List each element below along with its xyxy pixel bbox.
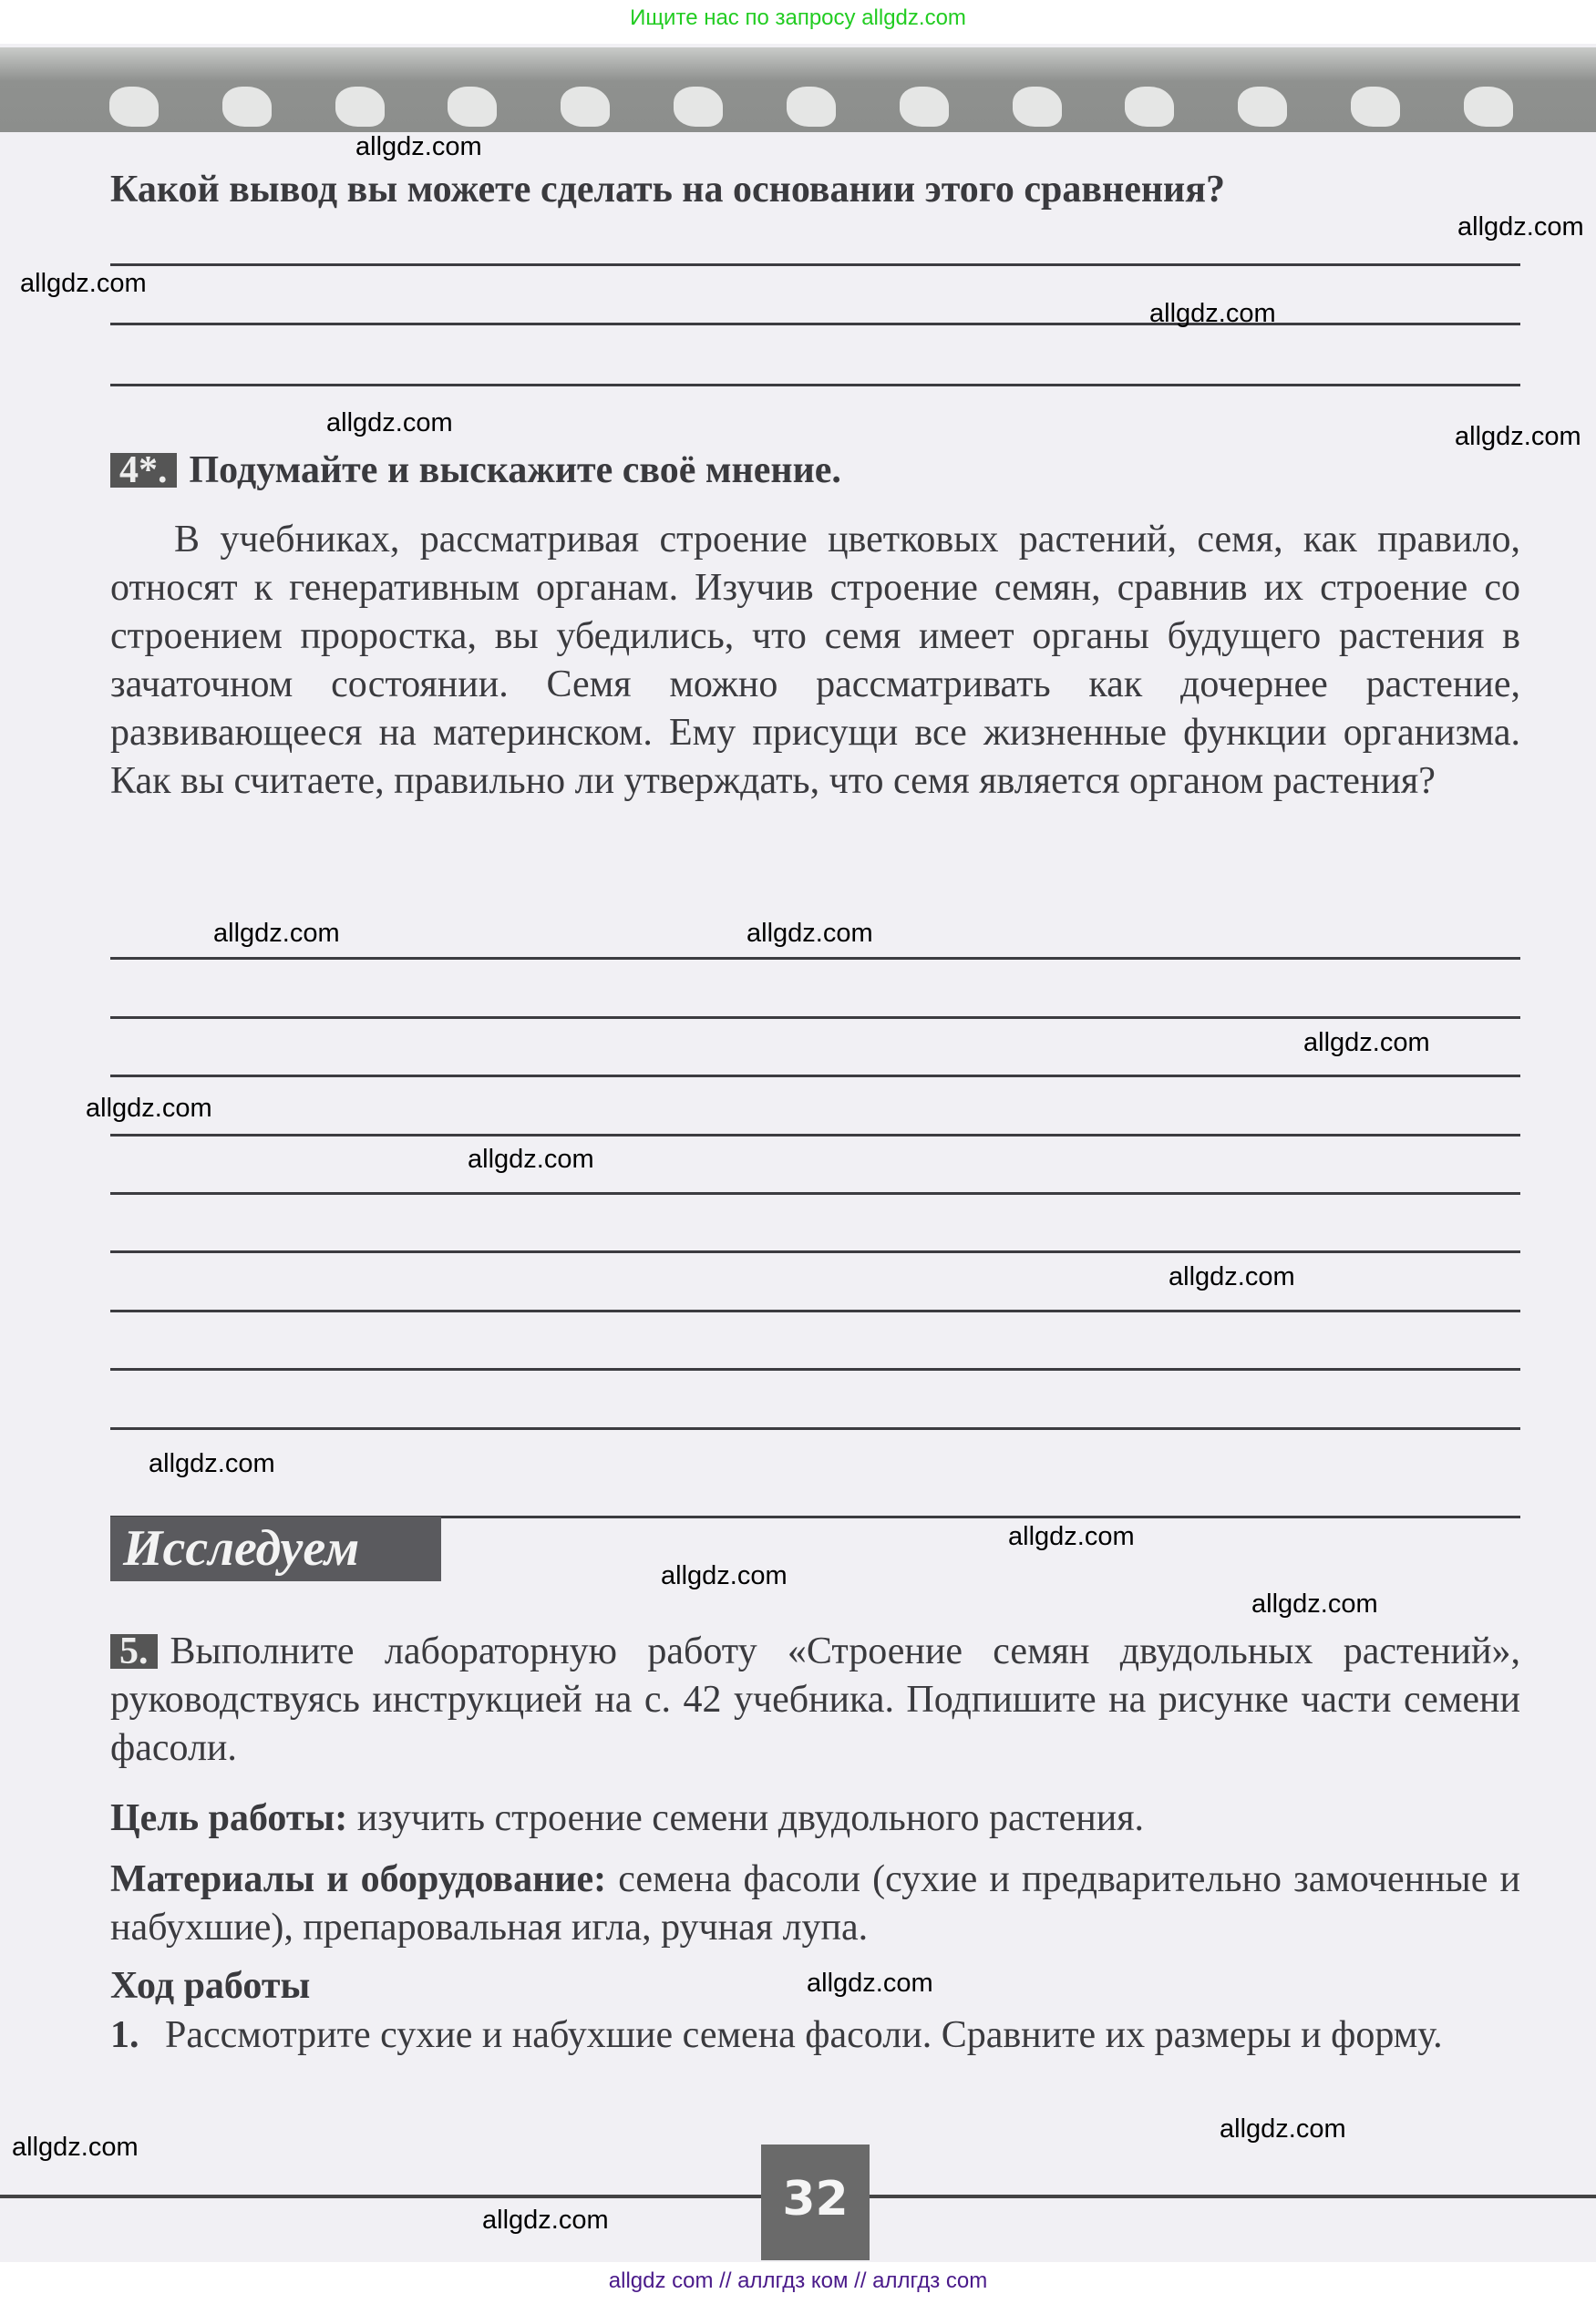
goal-text: изучить строение семени двудольного растения.	[356, 1797, 1145, 1839]
answer-line	[110, 1427, 1520, 1430]
answer-line	[110, 957, 1520, 960]
goal	[110, 1795, 1520, 1843]
answer-line	[110, 384, 1520, 386]
watermark: allgdz.com	[86, 1094, 212, 1123]
task4-text: В учебниках, рассматривая строение цветковых растений, семя, как правило, относят к генеративным органам. Изучив строение семян, сравнив их строение со строением проростка, вы убедились, что семя имеет органы будущего растения в зачаточном состоянии. Семя можно рассматривать как дочернее растение, развивающееся на материнском. Ему присущи все жизненные функции организма. Как вы считаете, правильно ли утверждать, что семя является органом растения?	[110, 519, 1520, 802]
watermark: allgdz.com	[326, 408, 453, 437]
watermark: allgdz.com	[1008, 1522, 1135, 1551]
watermark: allgdz.com	[482, 2206, 609, 2235]
watermark: allgdz.com	[1303, 1028, 1430, 1057]
antelope-icon	[1351, 87, 1400, 127]
goal-label: Цель работы:	[110, 1797, 348, 1839]
step-1-text: Рассмотрите сухие и набухшие семена фасоли. Сравните их размеры и форму.	[165, 2014, 1443, 2056]
butterfly-icon	[1464, 87, 1513, 127]
page-number: 32	[761, 2145, 870, 2260]
materials	[110, 1856, 1520, 1952]
watermark: allgdz.com	[12, 2133, 139, 2162]
penguin-icon	[900, 87, 949, 127]
insect-icon	[1013, 87, 1062, 127]
dolphin-icon	[674, 87, 723, 127]
answer-line	[110, 323, 1520, 325]
bird-icon	[561, 87, 610, 127]
answer-line	[110, 1192, 1520, 1195]
footer-text: allgdz com // аллгдз ком // аллгдз com	[608, 2268, 988, 2293]
conclusion-question: Какой вывод вы можете сделать на основании этого сравнения?	[110, 169, 1225, 211]
watermark: allgdz.com	[1169, 1262, 1295, 1291]
task4-number: 4*.	[110, 453, 177, 488]
watermark: allgdz.com	[807, 1969, 933, 1998]
top-banner-text: Ищите нас по запросу allgdz.com	[630, 5, 966, 30]
watermark: allgdz.com	[1251, 1589, 1378, 1619]
watermark: allgdz.com	[747, 919, 873, 948]
answer-line	[110, 1134, 1520, 1137]
boar-icon	[1125, 87, 1174, 127]
task5-instructions: Выполните лабораторную работу «Строение семян двудольных растений», руководствуясь инструкцией на с. 42 учебника. Подпишите на рисунке части семени фасоли.	[110, 1630, 1520, 1769]
scorpion-icon	[335, 87, 385, 127]
watermark: allgdz.com	[149, 1449, 275, 1478]
watermark: allgdz.com	[20, 269, 147, 298]
watermark: allgdz.com	[1149, 299, 1276, 328]
answer-line	[110, 1016, 1520, 1019]
progress-heading: Ход работы	[110, 1965, 311, 2007]
task4-title: Подумайте и выскажите своё мнение.	[189, 449, 841, 491]
horse-icon	[448, 87, 497, 127]
watermark: allgdz.com	[355, 132, 482, 161]
step-1	[110, 2011, 1520, 2060]
watermark: allgdz.com	[661, 1561, 788, 1590]
section-banner: Исследуем	[110, 1517, 441, 1581]
answer-line	[110, 263, 1520, 266]
answer-line	[110, 1075, 1520, 1077]
materials-label: Материалы и оборудование:	[110, 1858, 607, 1900]
materials-text: семена фасоли (сухие и предварительно замоченные и набухшие), препаровальная игла, ручная лупа.	[110, 1858, 1521, 1949]
watermark: allgdz.com	[1455, 422, 1581, 451]
wolf-icon	[787, 87, 836, 127]
task4-heading	[110, 447, 1520, 495]
watermark: allgdz.com	[1457, 212, 1584, 242]
watermark: allgdz.com	[468, 1145, 594, 1174]
answer-line	[110, 1368, 1520, 1371]
answer-line	[110, 1310, 1520, 1312]
watermark: allgdz.com	[1220, 2114, 1346, 2144]
animal-silhouettes	[109, 87, 1513, 127]
step-1-number: 1.	[110, 2014, 139, 2056]
bison-icon	[109, 87, 159, 127]
butterfly-icon	[222, 87, 272, 127]
watermark: allgdz.com	[213, 919, 340, 948]
crane-icon	[1238, 87, 1287, 127]
task5-text	[110, 1628, 1520, 1773]
task5-number: 5.	[110, 1634, 158, 1669]
answer-line	[110, 1250, 1520, 1253]
